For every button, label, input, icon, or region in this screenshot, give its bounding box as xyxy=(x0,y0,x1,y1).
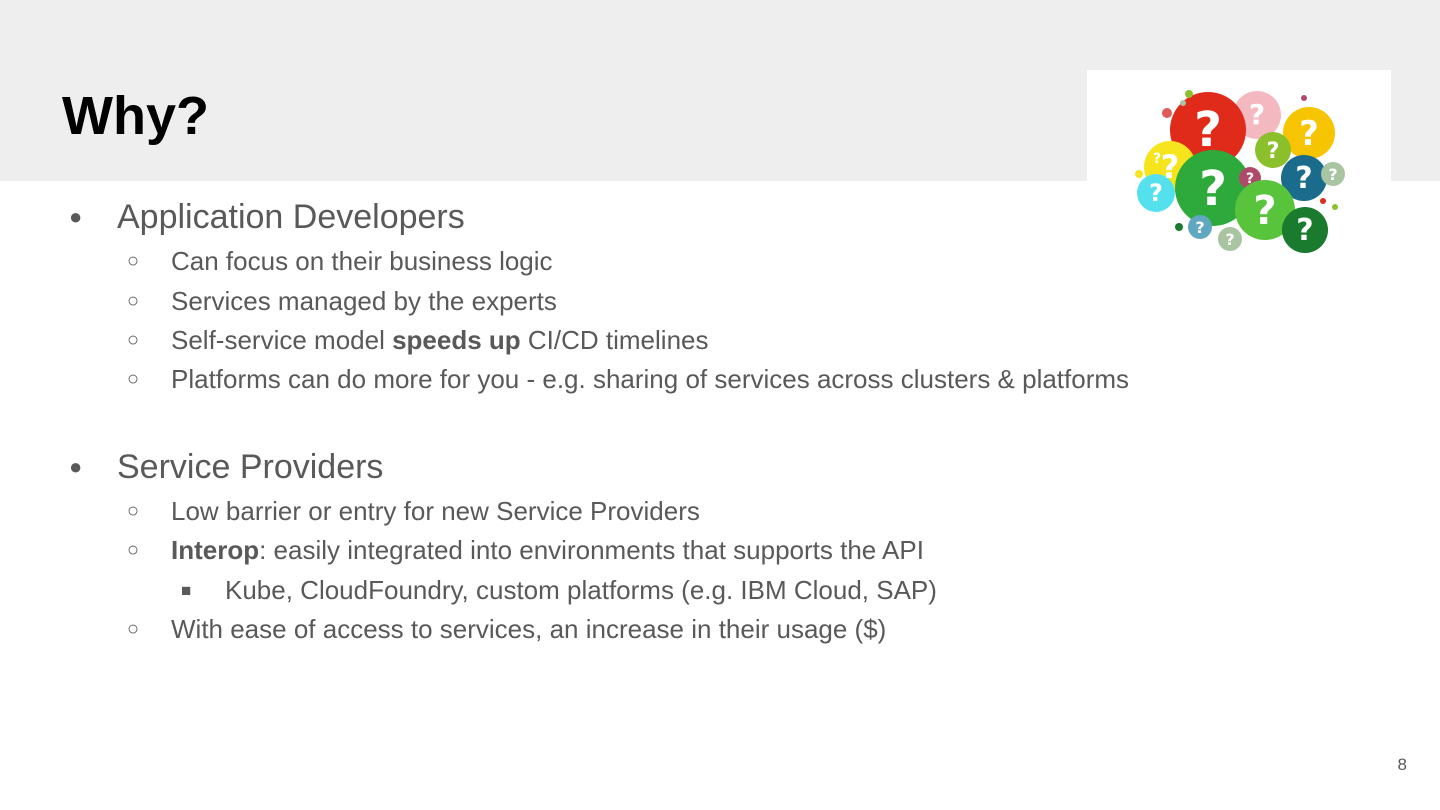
list-item: ○ Interop: easily integrated into environments that supports the API xyxy=(127,535,924,565)
list-item: ○ Self-service model speeds up CI/CD timelines xyxy=(127,325,709,355)
bullet-marker: ○ xyxy=(127,618,140,640)
svg-text:?: ? xyxy=(1248,98,1266,131)
svg-text:?: ? xyxy=(1295,161,1313,196)
svg-text:?: ? xyxy=(1194,102,1222,158)
bullet-marker: ○ xyxy=(127,368,140,390)
slide-title: Why? xyxy=(62,86,209,146)
bullet-marker: ○ xyxy=(127,539,140,561)
bullet-marker: ○ xyxy=(127,290,140,312)
list-item: ○ Services managed by the experts xyxy=(127,286,557,316)
svg-text:?: ? xyxy=(1245,171,1255,187)
svg-text:?: ? xyxy=(1160,148,1180,186)
svg-text:?: ? xyxy=(1199,161,1227,217)
bullet-marker: ● xyxy=(69,204,83,229)
bullet-marker: ■ xyxy=(181,581,192,600)
svg-text:?: ? xyxy=(1299,114,1319,154)
svg-text:?: ? xyxy=(1253,188,1277,234)
svg-text:?: ? xyxy=(1225,230,1235,249)
list-item: ○ With ease of access to services, an increase in their usage ($) xyxy=(127,614,887,644)
svg-text:?: ? xyxy=(1195,218,1205,237)
bullet-marker: ○ xyxy=(127,329,140,351)
bullet-marker: ● xyxy=(69,454,83,479)
svg-text:?: ? xyxy=(1266,139,1280,164)
question-marks-icon xyxy=(1087,70,1391,270)
section-heading: ● Service Providers xyxy=(69,448,384,486)
list-item: ○ Low barrier or entry for new Service Providers xyxy=(127,496,700,526)
list-item: ■ Kube, CloudFoundry, custom platforms (e.g. IBM Cloud, SAP) xyxy=(181,575,937,605)
list-item: ○ Platforms can do more for you - e.g. sharing of services across clusters & platforms xyxy=(127,364,1130,394)
page-number: 8 xyxy=(1397,755,1407,774)
list-item: ○ Can focus on their business logic xyxy=(127,246,553,276)
section-heading: ● Application Developers xyxy=(69,198,465,236)
question-marks-image xyxy=(1087,70,1391,270)
bullet-marker: ○ xyxy=(127,250,140,272)
svg-text:?: ? xyxy=(1152,151,1162,167)
svg-text:?: ? xyxy=(1149,179,1163,207)
svg-text:?: ? xyxy=(1328,165,1338,184)
svg-text:?: ? xyxy=(1296,213,1314,248)
bullet-marker: ○ xyxy=(127,500,140,522)
